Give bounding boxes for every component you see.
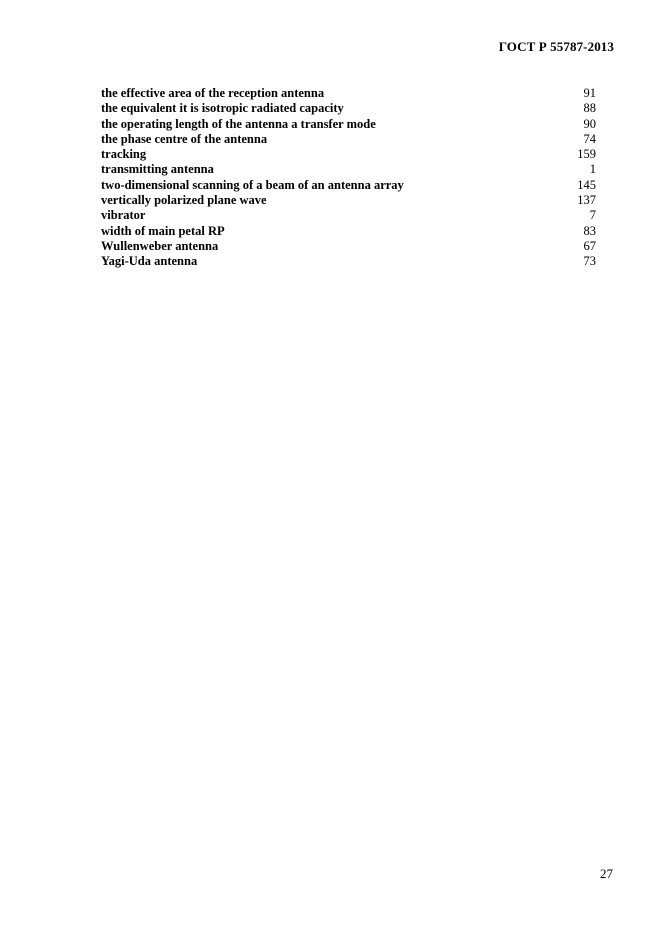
- index-entry: [101, 208, 596, 223]
- index-page-ref: 83: [583, 223, 596, 238]
- page-number: 27: [600, 866, 613, 881]
- index-entry: [101, 239, 596, 254]
- index-entry: [101, 193, 596, 208]
- index-term: Wullenweber antenna: [101, 238, 219, 253]
- index-page-ref: 74: [583, 131, 596, 146]
- index-entry: [101, 86, 596, 101]
- index-entry: [101, 147, 596, 162]
- term-index-list: [101, 86, 596, 270]
- index-term: the phase centre of the antenna: [101, 131, 268, 146]
- index-page-ref: 67: [583, 238, 596, 253]
- index-page-ref: 1: [589, 162, 596, 177]
- index-term: vibrator: [101, 208, 146, 223]
- index-term: two-dimensional scanning of a beam of an antenna array: [101, 177, 404, 192]
- index-term: tracking: [101, 147, 147, 162]
- index-term: the operating length of the antenna a transfer mode: [101, 116, 376, 131]
- index-entry: [101, 224, 596, 239]
- index-page-ref: 88: [583, 101, 596, 116]
- index-entry: [101, 132, 596, 147]
- index-page-ref: 145: [577, 177, 596, 192]
- index-term: vertically polarized plane wave: [101, 193, 267, 208]
- index-entry: [101, 178, 596, 193]
- index-term: transmitting antenna: [101, 162, 214, 177]
- index-term: the equivalent it is isotropic radiated capacity: [101, 101, 344, 116]
- index-page-ref: 137: [577, 193, 596, 208]
- index-page-ref: 73: [583, 254, 596, 269]
- index-page-ref: 90: [583, 116, 596, 131]
- index-term: width of main petal RP: [101, 223, 225, 238]
- document-code: ГОСТ Р 55787-2013: [498, 39, 614, 54]
- index-entry: [101, 101, 596, 116]
- index-entry: [101, 117, 596, 132]
- index-page-ref: 91: [583, 86, 596, 100]
- index-page-ref: 7: [589, 208, 596, 223]
- index-entry: [101, 162, 596, 177]
- index-term: Yagi-Uda antenna: [101, 254, 198, 269]
- index-entry: [101, 254, 596, 269]
- index-page-ref: 159: [577, 147, 596, 162]
- index-term: the effective area of the reception antenna: [101, 86, 325, 100]
